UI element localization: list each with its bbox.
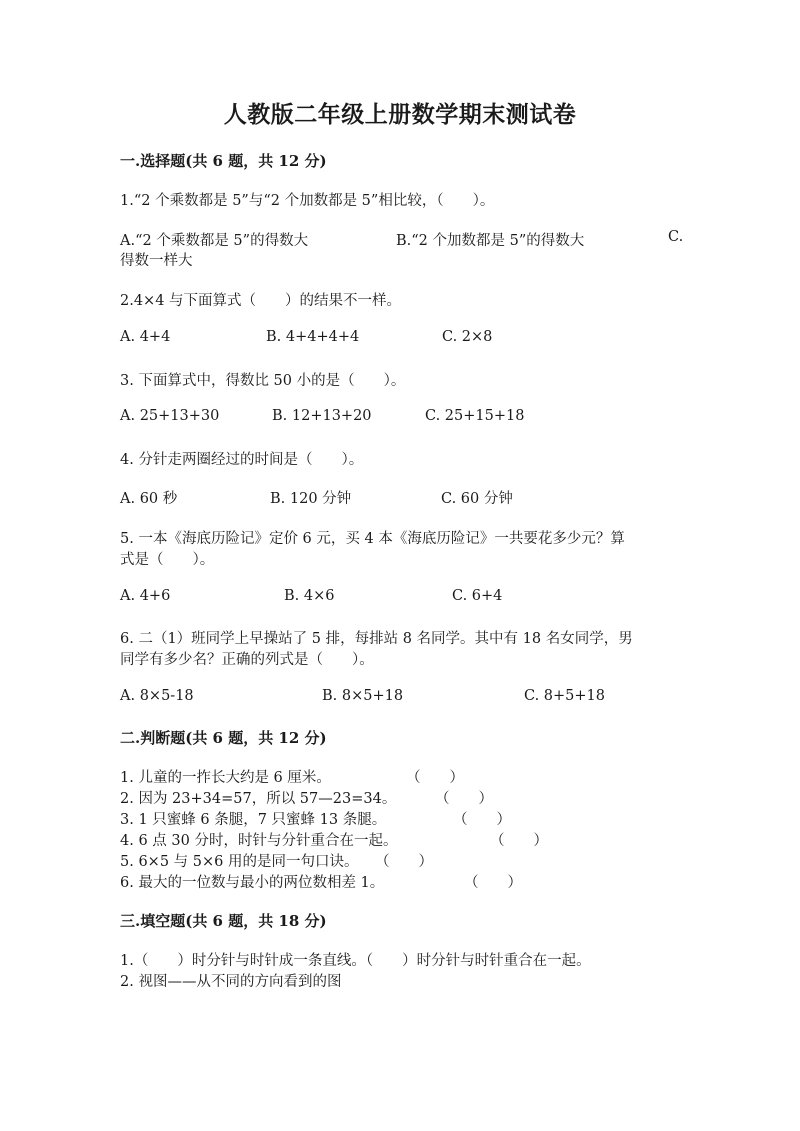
question-stem: 4. 分针走两圈经过的时间是（ ）。 — [120, 452, 364, 468]
option-a: A. 60 秒 — [120, 491, 178, 507]
section-heading-fill: 三.填空题(共 6 题，共 18 分) — [120, 912, 327, 930]
judge-item: 1. 儿童的一拃长大约是 6 厘米。 — [120, 770, 331, 786]
option-b: B. 120 分钟 — [270, 491, 352, 507]
option-c: C. 8+5+18 — [524, 688, 605, 704]
option-b: B. 4×6 — [284, 588, 335, 604]
option-b: B.“2 个加数都是 5”的得数大 — [396, 233, 585, 249]
option-b: B. 12+13+20 — [272, 408, 372, 424]
option-b: B. 4+4+4+4 — [266, 329, 360, 345]
section-heading-choice: 一.选择题(共 6 题，共 12 分) — [120, 152, 327, 170]
judge-item: 2. 因为 23+34=57，所以 57—23=34。 — [120, 791, 397, 807]
judge-item: 3. 1 只蜜蜂 6 条腿，7 只蜜蜂 13 条腿。 — [120, 812, 387, 828]
option-a: A. 4+4 — [120, 329, 171, 345]
judge-item: 4. 6 点 30 分时，时针与分针重合在一起。 — [120, 833, 398, 849]
answer-bracket: （ ） — [453, 812, 511, 828]
option-a: A. 8×5-18 — [120, 688, 194, 704]
option-a: A.“2 个乘数都是 5”的得数大 — [120, 233, 309, 249]
option-a: A. 25+13+30 — [120, 408, 220, 424]
option-c: C. 25+15+18 — [425, 408, 525, 424]
question-stem: 5. 一本《海底历险记》定价 6 元，买 4 本《海底历险记》一共要花多少元？算 — [120, 531, 625, 547]
option-c: C. 60 分钟 — [441, 491, 513, 507]
answer-bracket: （ ） — [406, 770, 464, 786]
option-c-text: 得数一样大 — [120, 253, 193, 269]
judge-item: 5. 6×5 与 5×6 用的是同一句口诀。 — [120, 854, 359, 870]
question-stem: 2.4×4 与下面算式（ ）的结果不一样。 — [120, 293, 402, 309]
fill-item: 1.（ ）时分针与时针成一条直线。（ ）时分针与时针重合在一起。 — [120, 953, 591, 969]
question-stem-cont: 式是（ ）。 — [120, 552, 215, 568]
answer-bracket: （ ） — [375, 854, 433, 870]
fill-item: 2. 视图——从不同的方向看到的图 — [120, 974, 342, 990]
option-c: C. 6+4 — [452, 588, 503, 604]
section-heading-judge: 二.判断题(共 6 题，共 12 分) — [120, 729, 327, 747]
option-a: A. 4+6 — [120, 588, 171, 604]
answer-bracket: （ ） — [435, 791, 493, 807]
answer-bracket: （ ） — [464, 875, 522, 891]
answer-bracket: （ ） — [490, 833, 548, 849]
question-stem: 3. 下面算式中，得数比 50 小的是（ ）。 — [120, 373, 406, 389]
option-c: C. 2×8 — [442, 329, 493, 345]
option-b: B. 8×5+18 — [322, 688, 404, 704]
judge-item: 6. 最大的一位数与最小的两位数相差 1。 — [120, 875, 385, 891]
page-title: 人教版二年级上册数学期末测试卷 — [223, 101, 577, 128]
option-c: C. — [668, 229, 684, 245]
question-stem: 1.“2 个乘数都是 5”与“2 个加数都是 5”相比较，（ ）。 — [120, 193, 495, 209]
question-stem-cont: 同学有多少名？正确的列式是（ ）。 — [120, 652, 374, 668]
question-stem: 6. 二（1）班同学上早操站了 5 排，每排站 8 名同学。其中有 18 名女同学，男 — [120, 631, 633, 647]
